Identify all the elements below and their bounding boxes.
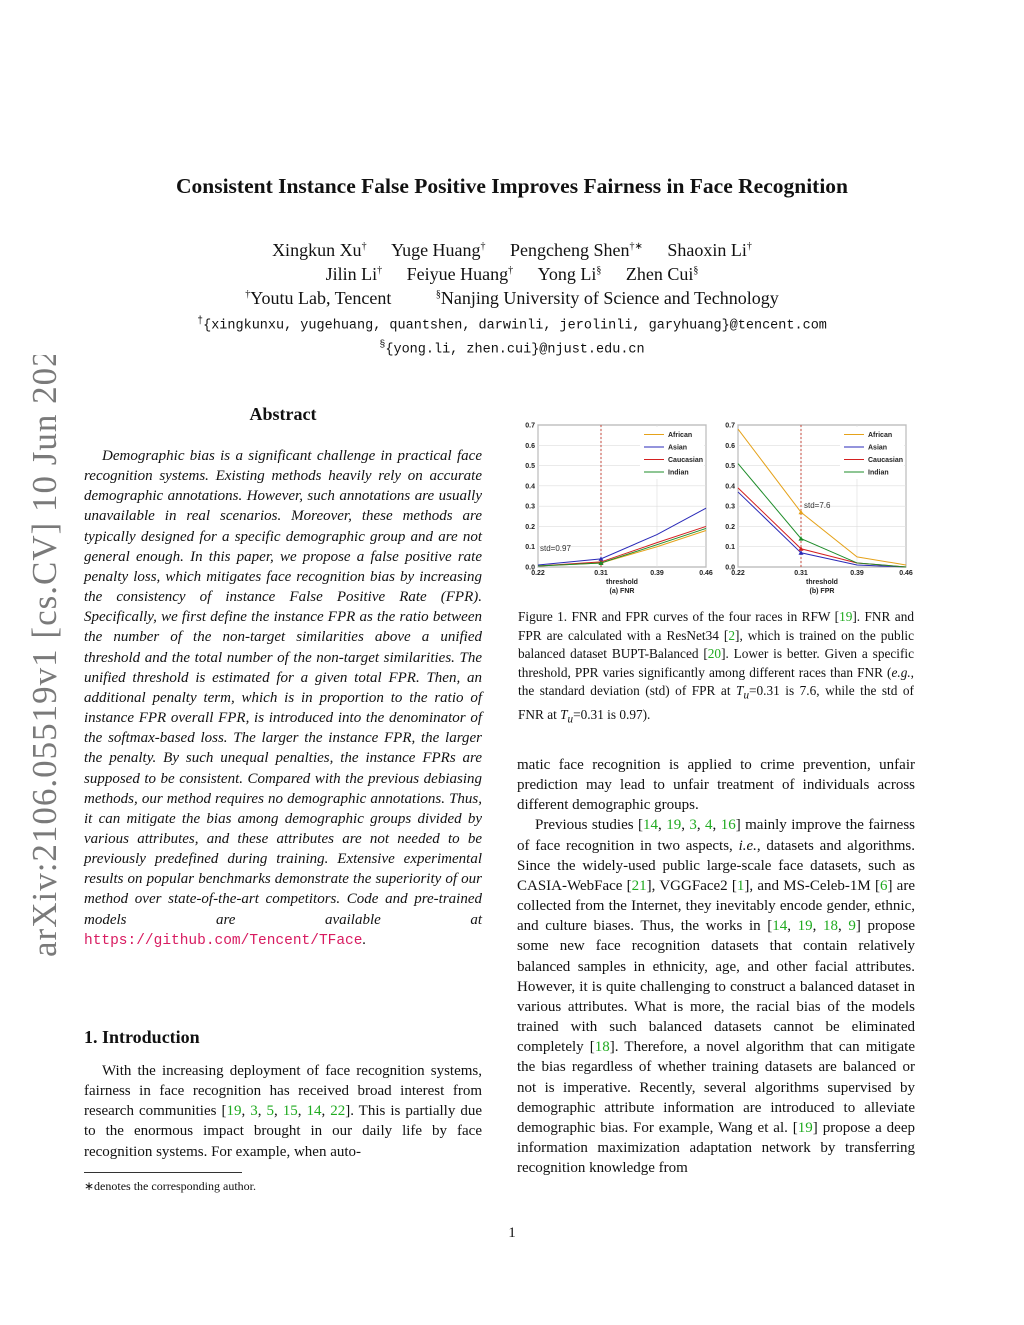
arxiv-identifier-text: arXiv:2106.05519v1 [cs.CV] 10 Jun 2021 [25, 355, 64, 957]
author: Yuge Huang† [391, 240, 486, 260]
y-tick-label: 0.7 [725, 422, 735, 430]
y-tick-label: 0.4 [725, 483, 735, 491]
paragraph-continuation: matic face recognition is applied to crime prevention, unfair prediction may lead to unfair treatment of individuals across different demographic groups. [517, 757, 915, 814]
citation-link[interactable]: 20 [707, 646, 722, 662]
citation-link[interactable]: 19 [226, 1103, 242, 1120]
citation-link[interactable]: 19 [839, 609, 853, 624]
author: Shaoxin Li† [667, 240, 752, 260]
series-line-indian [738, 464, 906, 567]
y-tick-label: 0.2 [525, 523, 535, 531]
legend-label-caucasian: Caucasian [668, 457, 704, 464]
affiliation-youtu: †Youtu Lab, Tencent [245, 288, 392, 308]
y-tick-label: 0.0 [725, 564, 735, 572]
legend-label-indian: Indian [668, 469, 689, 477]
y-tick-label: 0.0 [525, 564, 535, 572]
citation-link[interactable]: 14 [306, 1103, 322, 1120]
y-tick-label: 0.3 [725, 503, 735, 511]
citation-link[interactable]: 19 [797, 1119, 813, 1136]
citation-link[interactable]: 3 [689, 817, 697, 834]
citation-link[interactable]: 22 [330, 1103, 346, 1120]
x-tick-label: 0.46 [899, 570, 913, 577]
citation-link[interactable]: 18 [594, 1039, 610, 1056]
y-tick-label: 0.5 [725, 463, 735, 471]
citation-link[interactable]: 9 [848, 918, 856, 935]
paper-title: Consistent Instance False Positive Improves Fairness in Face Recognition [175, 174, 849, 198]
citation-link[interactable]: 19 [797, 918, 813, 935]
footnote: ∗denotes the corresponding author. [84, 1179, 257, 1193]
legend-label-asian: Asian [868, 444, 888, 452]
figure-1 [518, 417, 914, 607]
author: Feiyue Huang† [406, 264, 514, 284]
author-line-2 [100, 264, 924, 285]
y-tick-label: 0.1 [725, 544, 735, 552]
author: Yong Li§ [537, 264, 602, 284]
legend-label-indian: Indian [868, 469, 889, 477]
email-njust: §{yong.li, zhen.cui}@njust.edu.cn [379, 340, 645, 358]
citation-link[interactable]: 1 [736, 877, 745, 894]
x-axis-label: threshold [806, 579, 838, 586]
y-tick-label: 0.2 [725, 523, 735, 531]
fnr-chart [518, 417, 714, 607]
affiliations [100, 288, 924, 309]
abstract-body: Demographic bias is a significant challenge in practical face recognition systems. Existing methods heavily rely on accurate demographic annotations. However, such annotations are usually unavailable in real scenarios. Moreover, these methods are typically designed for a specific demographic group and are not general enough. In this paper, we propose a false positive rate penalty loss, which mitigates face recognition bias by increasing the consistency of instance False Positive Rate (FPR). Specifically, we first define the instance FPR as the ratio between the number of the non-target similarities above a unified threshold and the total number of the non-target similarities. The unified threshold is estimated for a given total FPR. Then, an additional penalty term, which is in proportion to the ratio of instance FPR overall FPR, is introduced into the denominator of the softmax-based loss. The larger the instance FPR, the larger the penalty. By such unequal penalties, the instance FPRs are supposed to be consistent. Compared with the previous debiasing methods, our method requires no demographic annotations. Thus, it can mitigate the bias among demographic groups divided by various attributes, and these attributes are not needed to be previously predefined during training. Extensive experimental results on popular benchmarks demonstrate the superiority of our method over state-of-the-art competitors. Code and pre-trained models are available at https://github.com/Tencent/TFace. [84, 448, 482, 949]
citation-link[interactable]: 5 [266, 1103, 274, 1120]
fpr-chart [718, 417, 914, 607]
introduction-heading: 1. Introduction [84, 1027, 200, 1047]
code-link[interactable]: https://github.com/Tencent/TFace [84, 932, 363, 949]
x-tick-label: 0.31 [594, 570, 608, 577]
x-tick-label: 0.39 [650, 570, 664, 577]
y-tick-label: 0.7 [525, 422, 535, 430]
introduction-paragraph: With the increasing deployment of face recognition systems, fairness in face recognition has received broad interest from research communities [19, 3, 5, 15, 14, 22]. This is partially due to the enormous impact brought in our daily life by face recognition systems. For example, when auto- [84, 1063, 482, 1160]
x-tick-label: 0.39 [850, 570, 864, 577]
x-tick-label: 0.46 [699, 570, 713, 577]
citation-link[interactable]: 21 [631, 877, 647, 894]
citation-link[interactable]: 14 [772, 918, 788, 935]
arxiv-identifier-stamp [8, 355, 68, 975]
citation-link[interactable]: 4 [705, 817, 713, 834]
citation-link[interactable]: 3 [250, 1103, 258, 1120]
y-tick-label: 0.6 [525, 442, 535, 450]
citation-link[interactable]: 18 [823, 918, 839, 935]
author: Zhen Cui§ [625, 264, 699, 284]
legend-label-african: African [868, 432, 893, 439]
citation-link[interactable]: 2 [728, 627, 736, 643]
citation-link[interactable]: 6 [879, 877, 888, 894]
x-tick-label: 0.22 [531, 570, 545, 577]
x-tick-label: 0.22 [731, 570, 745, 577]
y-tick-label: 0.3 [525, 503, 535, 511]
abstract-heading: Abstract [249, 404, 317, 424]
author: Xingkun Xu† [272, 240, 367, 260]
chart-subtitle: (b) FPR [809, 588, 835, 595]
citation-link[interactable]: 14 [643, 817, 659, 834]
author-line-1 [100, 240, 924, 261]
right-column-text [517, 755, 915, 1178]
x-axis-label: threshold [606, 579, 638, 586]
y-tick-label: 0.1 [525, 544, 535, 552]
figure-caption: Figure 1. FNR and FPR curves of the four races in RFW [19]. FNR and FPR are calculated with a ResNet34 [2], which is trained on the public balanced dataset BUPT-Balanced [20]. Lower is better. Given a specific threshold, PPR varies significantly among different races than FNR (e.g., the standard deviation (std) of FPR at $T_u=0.31$ is 7.6, while the std of FNR at $T_u=0.31$ is 0.97). [518, 609, 914, 726]
x-tick-label: 0.31 [794, 570, 808, 577]
citation-link[interactable]: 16 [720, 817, 736, 834]
citation-link[interactable]: 19 [666, 817, 682, 834]
std-annotation: std=7.6 [804, 501, 831, 511]
email-tencent: †{xingkunxu, yugehuang, quantshen, darwinli, jerolinli, garyhuang}@tencent.com [197, 316, 827, 334]
citation-link[interactable]: 15 [282, 1103, 298, 1120]
affiliation-njust: §Nanjing University of Science and Technology [435, 288, 779, 308]
footnote-rule [84, 1172, 242, 1173]
y-tick-label: 0.4 [525, 483, 535, 491]
series-line-caucasian [738, 488, 906, 567]
y-tick-label: 0.6 [725, 442, 735, 450]
author: Jilin Li† [325, 264, 383, 284]
legend-label-caucasian: Caucasian [868, 457, 904, 464]
legend-label-african: African [668, 432, 693, 439]
y-tick-label: 0.5 [525, 463, 535, 471]
chart-subtitle: (a) FNR [609, 588, 635, 595]
author: Pengcheng Shen†∗ [510, 240, 643, 260]
page-number: 1 [508, 1225, 516, 1241]
paragraph-previous-studies: Previous studies [14, 19, 3, 4, 16] mainly improve the fairness of face recognition in two aspects, i.e., datasets and algorithms. Since the widely-used public large-scale face datasets, such as CASIA-WebFace [21], VGGFace2 [1], and MS-Celeb-1M [6] are collected from the Internet, they inevitably encode gender, ethnic, and culture biases. Thus, the works in [14, 19, 18, 9] propose some new face recognition datasets that contain relatively balanced samples in ethnicity, age, and other facial attributes. However, it is quite challenging to construct a balanced dataset in various attributes. What is more, the racial bias of the models trained with such balanced datasets cannot be eliminated completely [18]. Therefore, a novel algorithm that can mitigate the bias regardless of whether training datasets are balanced or not is imperative. Recently, several algorithms supervised by demographic attribute information are introduced to alleviate demographic bias. For example, Wang et al. [19] propose a deep information maximization adaptation network by transferring recognition knowledge from [517, 817, 916, 1177]
abstract-text: Demographic bias is a significant challenge in practical face recognition systems. Existing methods heavily rely on accurate demographic annotations. However, such annotations are usually unavailable in real scenarios. Moreover, these methods are typically designed for a specific demographic group and are not general enough. In this paper, we propose a false positive rate penalty loss, which mitigates face recognition bias by increasing the consistency of instance False Positive Rate (FPR). Specifically, we first define the instance FPR as the ratio between the number of the non-target similarities above a unified threshold and the total number of the non-target similarities. The unified threshold is estimated for a given total FPR. Then, an additional penalty term, which is in proportion to the ratio of instance FPR overall FPR, is introduced into the denominator of the softmax-based loss. The larger the instance FPR, the larger the penalty. By such unequal penalties, the instance FPRs are supposed to be consistent. Compared with the previous debiasing methods, our method requires no demographic annotations. Thus, it can mitigate the bias among demographic groups divided by various attributes, and these attributes are not needed to be previously predefined during training. Extensive experimental results on popular benchmarks demonstrate the superiority of our method over state-of-the-art competitors. Code and pre-trained models are available at [84, 448, 482, 928]
std-annotation: std=0.97 [540, 543, 571, 553]
legend-label-asian: Asian [668, 444, 688, 452]
